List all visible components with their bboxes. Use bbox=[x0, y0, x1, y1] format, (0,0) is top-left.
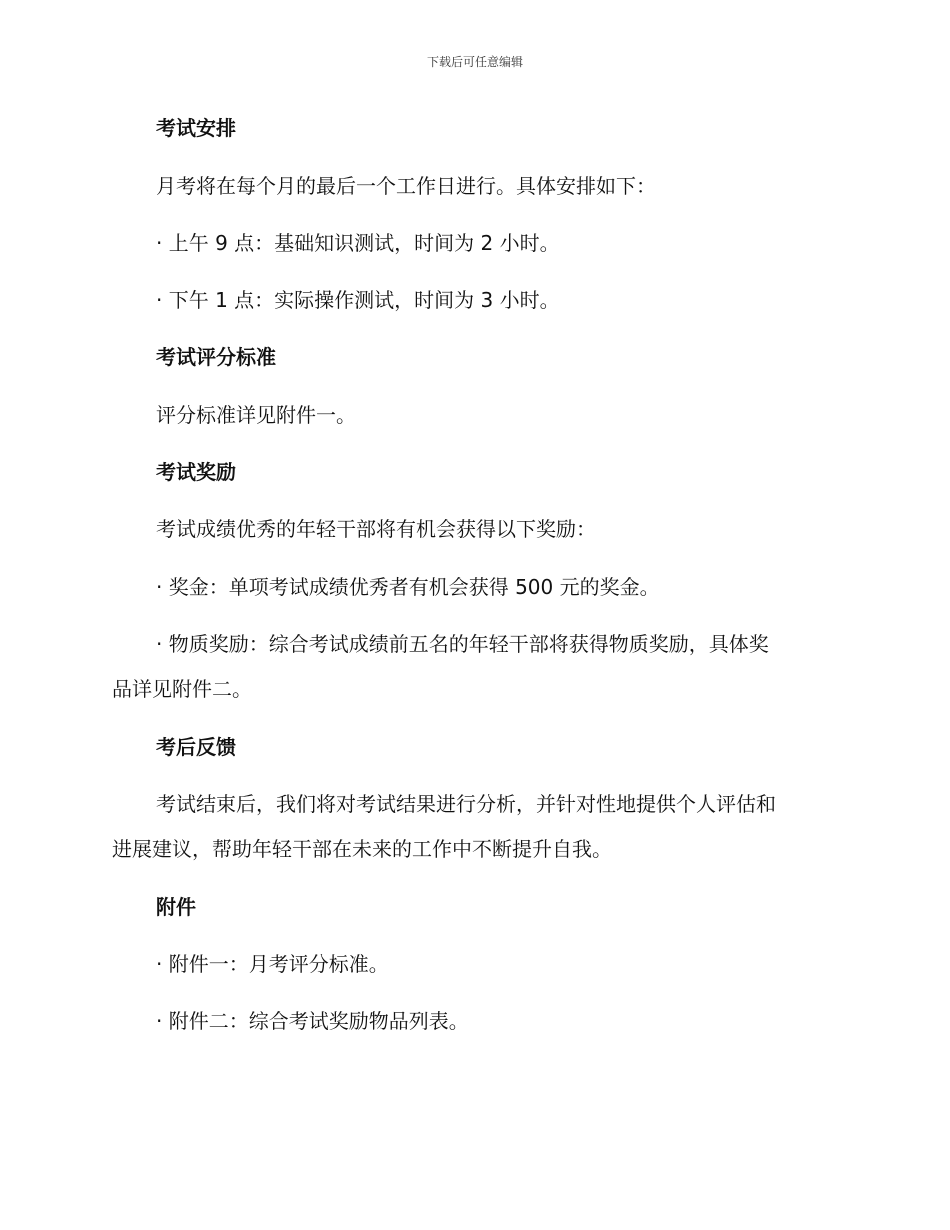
heading-exam-rewards: 考试奖励 bbox=[156, 460, 236, 484]
rewards-item-bonus: · 奖金：单项考试成绩优秀者有机会获得 500 元的奖金。 bbox=[156, 575, 660, 599]
heading-attachments: 附件 bbox=[156, 895, 196, 919]
rewards-item-material-line2: 品详见附件二。 bbox=[112, 677, 252, 701]
attachment-item-1: · 附件一：月考评分标准。 bbox=[156, 952, 389, 976]
feedback-body-line2: 进展建议，帮助年轻干部在未来的工作中不断提升自我。 bbox=[112, 837, 612, 861]
attachment-item-2: · 附件二：综合考试奖励物品列表。 bbox=[156, 1009, 469, 1033]
heading-exam-schedule: 考试安排 bbox=[156, 116, 236, 140]
schedule-intro: 月考将在每个月的最后一个工作日进行。具体安排如下： bbox=[156, 174, 656, 198]
feedback-body-line1: 考试结束后，我们将对考试结果进行分析，并针对性地提供个人评估和 bbox=[156, 792, 776, 816]
rewards-item-material-line1: · 物质奖励：综合考试成绩前五名的年轻干部将获得物质奖励，具体奖 bbox=[156, 632, 769, 656]
heading-scoring-standard: 考试评分标准 bbox=[156, 345, 276, 369]
page-header-note: 下载后可任意编辑 bbox=[426, 55, 523, 69]
schedule-item-afternoon: · 下午 1 点：实际操作测试，时间为 3 小时。 bbox=[156, 288, 560, 312]
schedule-item-morning: · 上午 9 点：基础知识测试，时间为 2 小时。 bbox=[156, 231, 560, 255]
rewards-intro: 考试成绩优秀的年轻干部将有机会获得以下奖励： bbox=[156, 517, 596, 541]
scoring-body: 评分标准详见附件一。 bbox=[156, 403, 356, 427]
heading-post-exam-feedback: 考后反馈 bbox=[156, 735, 236, 759]
